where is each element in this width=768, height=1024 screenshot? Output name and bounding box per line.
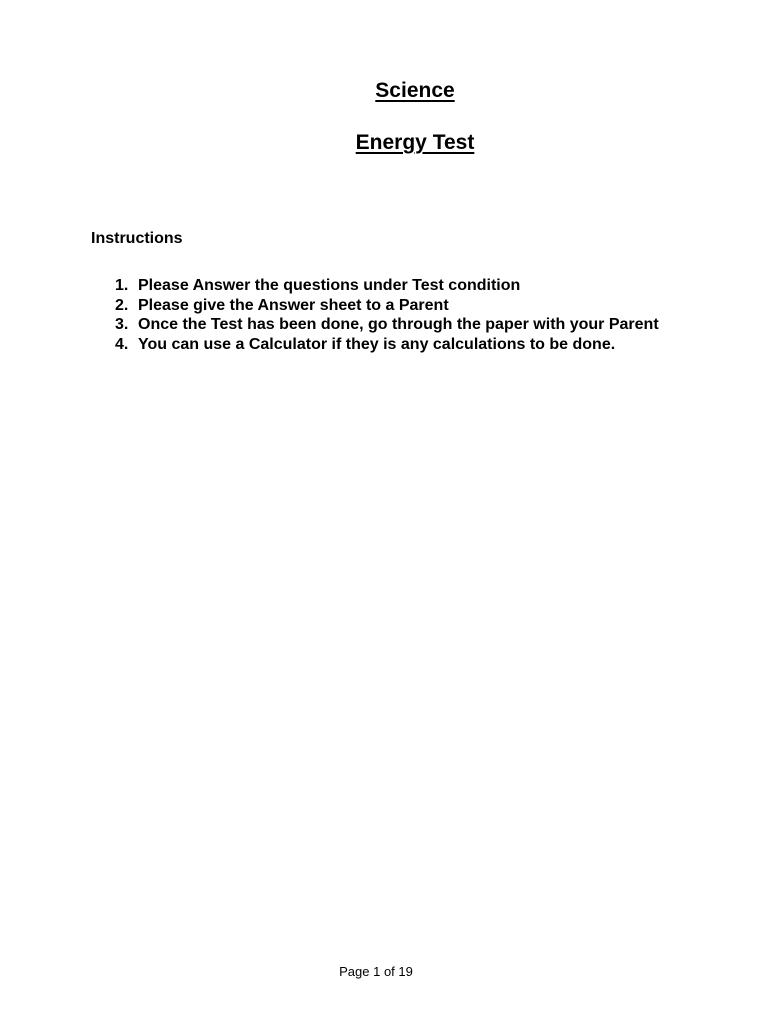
subject-title: Science xyxy=(375,79,455,102)
instruction-text: Once the Test has been done, go through the paper with your Parent xyxy=(138,316,659,333)
instruction-text: You can use a Calculator if they is any calculations to be done. xyxy=(138,335,616,353)
page-number: Page 1 of 19 xyxy=(339,964,413,979)
instruction-item xyxy=(115,276,659,296)
instruction-number: 1. xyxy=(115,277,129,294)
instructions-heading: Instructions xyxy=(91,230,183,247)
instruction-number: 2. xyxy=(115,296,129,314)
instruction-number: 4. xyxy=(115,335,129,353)
test-title: Energy Test xyxy=(355,131,475,154)
instruction-text: Please Answer the questions under Test condition xyxy=(138,277,521,294)
instruction-list xyxy=(115,276,659,354)
instruction-item xyxy=(115,296,659,316)
instruction-text: Please give the Answer sheet to a Parent xyxy=(138,296,449,314)
instruction-item xyxy=(115,315,659,335)
instruction-item xyxy=(115,335,659,355)
instruction-number: 3. xyxy=(115,316,129,333)
